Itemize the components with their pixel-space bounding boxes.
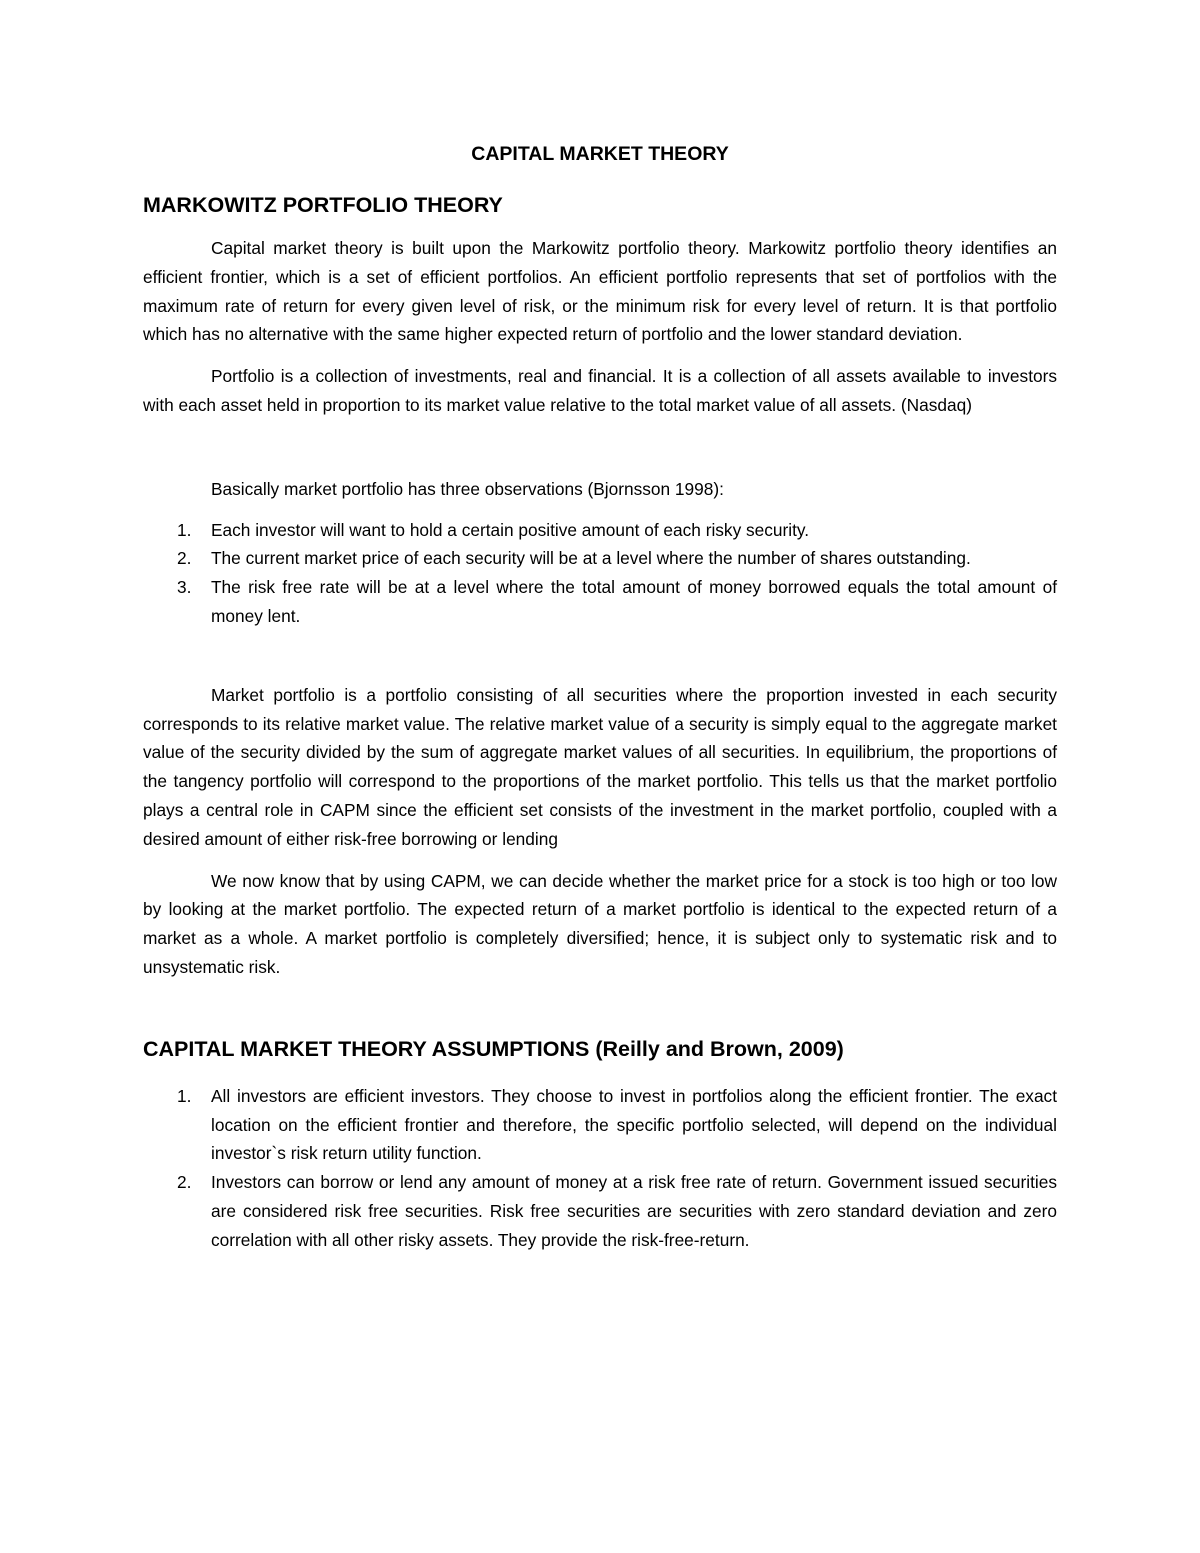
list-item-text: Investors can borrow or lend any amount of money at a risk free rate of return. Government issued securities are considered risk free securities. Risk free securities are securities with zero standard deviation and zero correlation with all other risky assets. They provide the risk-free-return.	[211, 1172, 1057, 1250]
list-item-number: 1.	[177, 519, 192, 540]
list-item-text: The current market price of each security will be at a level where the number of shares outstanding.	[211, 548, 971, 569]
list-item-text: All investors are efficient investors. They choose to invest in portfolios along the efficient frontier. The exact location on the efficient frontier and therefore, the specific portfolio selected, will depend on the individual investor`s risk return utility function.	[211, 1085, 1057, 1164]
paragraph-market-portfolio: Market portfolio is a portfolio consisting of all securities where the proportion invested in each security corresponds to its relative market value. The relative market value of a security is simply equal to the aggregate market value of the security divided by the sum of aggregate market values of all securities. In equilibrium, the proportions of the tangency portfolio will correspond to the proportions of the market portfolio. This tells us that the market portfolio plays a central role in CAPM since the efficient set consists of the investment in the market portfolio, coupled with a desired amount of either risk-free borrowing or lending	[143, 684, 1057, 849]
assumptions-list	[143, 1082, 1057, 1255]
paragraph-capm: We now know that by using CAPM, we can decide whether the market price for a stock is too high or too low by looking at the market portfolio. The expected return of a market portfolio is identical to the expected return of a market as a whole. A market portfolio is completely diversified; hence, it is subject only to systematic risk and to unsystematic risk.	[143, 870, 1057, 977]
list-item	[143, 516, 1057, 545]
section-heading-markowitz: MARKOWITZ PORTFOLIO THEORY	[143, 193, 503, 217]
list-item-number: 2.	[177, 548, 192, 569]
section-heading-assumptions: CAPITAL MARKET THEORY ASSUMPTIONS (Reilly and Brown, 2009)	[143, 1036, 844, 1061]
paragraph-portfolio-definition: Portfolio is a collection of investments, real and financial. It is a collection of all assets available to investors with each asset held in proportion to its market value relative to the total market value of all assets. (Nasdaq)	[143, 366, 1057, 415]
list-item	[143, 544, 1057, 573]
list-item	[143, 573, 1057, 631]
list-item	[143, 1082, 1057, 1168]
document-body	[143, 140, 1057, 1255]
observations-list	[143, 516, 1057, 631]
document-title: CAPITAL MARKET THEORY	[471, 143, 729, 165]
paragraph-markowitz-intro: Capital market theory is built upon the Markowitz portfolio theory. Markowitz portfolio theory identifies an efficient frontier, which is a set of efficient portfolios. An efficient portfolio represents that set of portfolios with the maximum rate of return for every given level of risk, or the minimum risk for every level of return. It is that portfolio which has no alternative with the same higher expected return of portfolio and the lower standard deviation.	[143, 238, 1057, 345]
list-item-number: 2.	[177, 1172, 192, 1193]
list-item	[143, 1168, 1057, 1254]
list-item-text: The risk free rate will be at a level where the total amount of money borrowed equals the total amount of money lent.	[211, 577, 1057, 626]
observations-intro: Basically market portfolio has three observations (Bjornsson 1998):	[211, 478, 724, 499]
list-item-number: 3.	[177, 577, 192, 598]
list-item-number: 1.	[177, 1085, 192, 1106]
list-item-text: Each investor will want to hold a certain positive amount of each risky security.	[211, 519, 810, 540]
